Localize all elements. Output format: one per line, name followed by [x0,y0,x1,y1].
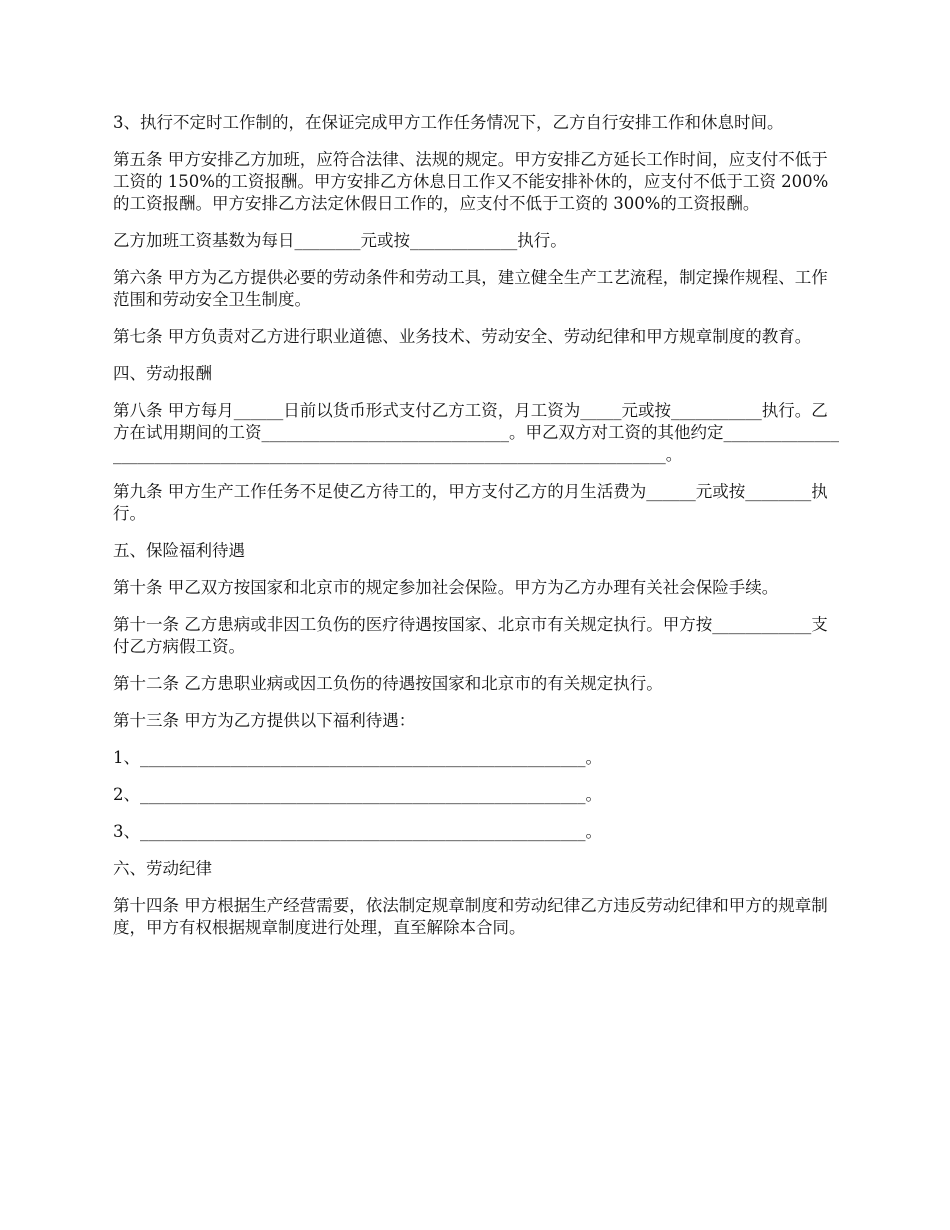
section-heading-remuneration: 四、劳动报酬 [113,364,212,383]
paragraph-article-5: 第五条 甲方安排乙方加班，应符合法律、法规的规定。甲方安排乙方延长工作时间，应支付不低于工资的 150%的工资报酬。甲方安排乙方休息日工作又不能安排补休的，应支付不低于工资 200%的工资报酬。甲方安排乙方法定休假日工作的，应支付不低于工资的 300%的工资报酬。 [113,150,829,213]
paragraph-article-14: 第十四条 甲方根据生产经营需要，依法制定规章制度和劳动纪律乙方违反劳动纪律和甲方的规章制度，甲方有权根据规章制度进行处理，直至解除本合同。 [113,896,828,937]
paragraph-flexible-hours: 3、执行不定时工作制的，在保证完成甲方工作任务情况下，乙方自行安排工作和休息时间。 [113,113,784,132]
paragraph-article-11: 第十一条 乙方患病或非因工负伤的医疗待遇按国家、北京市有关规定执行。甲方按____________支付乙方病假工资。 [113,615,828,656]
paragraph-article-10: 第十条 甲乙双方按国家和北京市的规定参加社会保险。甲方为乙方办理有关社会保险手续。 [113,578,779,597]
welfare-item-1: 1、______________________________________________________。 [113,748,602,767]
section-heading-insurance-welfare: 五、保险福利待遇 [113,541,245,560]
paragraph-article-12: 第十二条 乙方患职业病或因工负伤的待遇按国家和北京市的有关规定执行。 [113,674,663,693]
paragraph-article-8: 第八条 甲方每月______日前以货币形式支付乙方工资，月工资为_____元或按___________执行。乙方在试用期间的工资______________________________。甲乙双方对工资的其他约定_________________________________________________________________________________。 [113,401,839,464]
paragraph-article-9: 第九条 甲方生产工作任务不足使乙方待工的，甲方支付乙方的月生活费为______元或按________执行。 [113,482,828,523]
document-page [113,112,841,954]
section-heading-labor-discipline: 六、劳动纪律 [113,859,212,878]
paragraph-article-6: 第六条 甲方为乙方提供必要的劳动条件和劳动工具，建立健全生产工艺流程，制定操作规程、工作范围和劳动安全卫生制度。 [113,268,828,309]
welfare-item-3: 3、______________________________________________________。 [113,822,602,841]
welfare-item-2: 2、______________________________________________________。 [113,785,602,804]
paragraph-overtime-base: 乙方加班工资基数为每日________元或按_____________执行。 [113,231,567,250]
paragraph-article-7: 第七条 甲方负责对乙方进行职业道德、业务技术、劳动安全、劳动纪律和甲方规章制度的教育。 [113,327,812,346]
paragraph-article-13: 第十三条 甲方为乙方提供以下福利待遇： [113,711,416,730]
